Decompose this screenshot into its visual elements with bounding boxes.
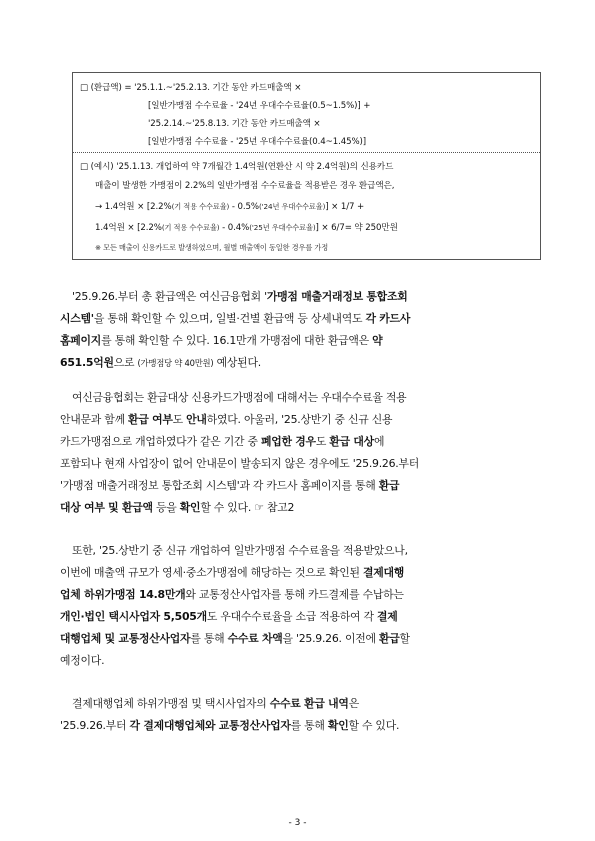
text-line bbox=[60, 608, 398, 624]
formula-line-1: □ (환급액) = '25.1.1.~'25.2.13. 기간 동안 카드매출액 × bbox=[80, 83, 302, 93]
calc1-part: → 1.4억원 × [2.2% bbox=[95, 202, 172, 212]
text-run: 이번에 매출액 규모가 영세·중소가맹점에 해당하는 것으로 확인된 bbox=[60, 566, 363, 579]
text-line: 예정이다. bbox=[60, 654, 105, 667]
text-run: 하였다. 아울러, '25.상반기 중 신규 신용 bbox=[206, 413, 393, 426]
text-line bbox=[60, 332, 382, 348]
page-number: - 3 - bbox=[288, 818, 307, 828]
calc2-note: (기 적용 수수료율) bbox=[161, 223, 220, 232]
text-run: 을 통해 확인할 수 있으며, 일별·건별 환급액 등 상세내역도 bbox=[93, 312, 366, 325]
bold-run: 약 bbox=[372, 334, 383, 347]
bold-run: 확인 bbox=[327, 719, 349, 732]
calc2-part: ] × 6/7= 약 250만원 bbox=[315, 223, 398, 233]
text-run: 결제대행업체 하위가맹점 및 택시사업자의 bbox=[72, 697, 270, 710]
bold-run: 확인 bbox=[179, 501, 201, 514]
text-run: 에 bbox=[373, 435, 385, 448]
text-run: '25.9.26.부터 bbox=[60, 719, 130, 732]
text-run: 카드가맹점으로 개업하였다가 같은 기간 중 bbox=[60, 435, 261, 448]
box-divider bbox=[73, 152, 540, 153]
text-run: 할 bbox=[399, 632, 410, 645]
bold-run: 대상 여부 및 환급액 bbox=[60, 501, 153, 514]
text-line bbox=[60, 411, 392, 427]
bold-run: 안내 bbox=[186, 413, 207, 426]
text-run: '가맹점 매출거래정보 통합조회 시스템'과 각 카드사 홈페이지를 통해 bbox=[60, 479, 379, 492]
small-run: (가맹점당 약 40만원) bbox=[137, 358, 214, 368]
text-line bbox=[72, 695, 359, 711]
bold-run: 수수료 환급 내역 bbox=[269, 697, 349, 710]
text-line bbox=[60, 630, 410, 646]
text-line bbox=[60, 433, 384, 449]
text-run: 를 통해 확인할 수 있다. 16.1만개 가맹점에 대한 환급액은 bbox=[101, 334, 373, 347]
text-line: 포함되나 현재 사업장이 없어 안내문이 발송되지 않은 경우에도 '25.9.26.부터 bbox=[60, 457, 420, 470]
bold-run: 개인·법인 택시사업자 5,505개 bbox=[60, 610, 207, 623]
text-line bbox=[60, 499, 294, 515]
assumption-note: ※ 모든 매출이 신용카드로 발생하였으며, 월별 매출액이 동일한 경우를 가정 bbox=[95, 243, 329, 252]
text-run: 을 '25.9.26. 이전에 bbox=[282, 632, 379, 645]
text-line: 여신금융협회는 환급대상 신용카드가맹점에 대해서는 우대수수료율 적용 bbox=[72, 391, 407, 404]
bold-run: 업체 하위가맹점 14.8만개 bbox=[60, 588, 186, 601]
text-line bbox=[60, 717, 399, 733]
formula-line-2: [일반가맹점 수수료율 - '24년 우대수수료율(0.5~1.5%)] + bbox=[148, 101, 371, 111]
text-line bbox=[60, 477, 399, 493]
text-run: 도 bbox=[315, 435, 330, 448]
text-line bbox=[60, 310, 410, 326]
bold-run: 대행업체 및 교통정산사업자 bbox=[60, 632, 191, 645]
text-line bbox=[60, 564, 404, 580]
calc2-part: - 0.4% bbox=[219, 223, 250, 233]
bold-run: 결제 bbox=[377, 610, 398, 623]
example-line-1: □ (예시) '25.1.13. 개업하여 약 7개월간 1.4억원(연환산 시 약 2.4억원)의 신용카드 bbox=[80, 162, 394, 172]
bold-run: 수수료 차액 bbox=[227, 632, 283, 645]
calc2-part: 1.4억원 × [2.2% bbox=[95, 223, 162, 233]
formula-line-4: [일반가맹점 수수료율 - '25년 우대수수료율(0.4~1.45%)] bbox=[148, 137, 367, 147]
text-run: 도 우대수수료율을 소급 적용하여 각 bbox=[206, 610, 377, 623]
text-line bbox=[72, 288, 408, 304]
text-line bbox=[60, 354, 261, 370]
bold-run: 폐업한 경우 bbox=[260, 435, 316, 448]
bold-run: 환급 여부 bbox=[128, 413, 173, 426]
text-run: 할 수 있다. bbox=[348, 719, 400, 732]
calc1-part: ] × 1/7 + bbox=[325, 202, 365, 212]
text-run: 를 통해 bbox=[190, 632, 228, 645]
bold-run: 각 결제대행업체와 교통정산사업자 bbox=[129, 719, 291, 732]
bold-run: 결제대행 bbox=[363, 566, 405, 579]
text-run: 할 수 있다. ☞ 참고2 bbox=[200, 501, 295, 514]
text-run: 등을 bbox=[152, 501, 180, 514]
text-run: 안내문과 함께 bbox=[60, 413, 129, 426]
text-line bbox=[60, 586, 404, 602]
text-run: 은 bbox=[348, 697, 359, 710]
text-line: 또한, '25.상반기 중 신규 개업하여 일반가맹점 수수료율을 적용받았으나, bbox=[72, 544, 408, 557]
calc-line-1 bbox=[95, 200, 364, 212]
bold-run: 각 카드사 bbox=[365, 312, 411, 325]
bold-run: 가맹점 매출거래정보 통합조회 bbox=[266, 290, 408, 303]
text-run: 도 bbox=[172, 413, 187, 426]
bold-run: 환급 bbox=[378, 479, 400, 492]
formula-line-3: '25.2.14.~'25.8.13. 기간 동안 카드매출액 × bbox=[148, 119, 321, 129]
calc2-note: ('25년 우대수수료율) bbox=[249, 223, 316, 232]
example-line-2: 매출이 발생한 가맹점이 2.2%의 일반가맹점 수수료율을 적용받은 경우 환급액은, bbox=[95, 181, 395, 191]
text-run: 를 통해 bbox=[290, 719, 328, 732]
calc-line-2 bbox=[95, 221, 398, 233]
text-run: 예상된다. bbox=[213, 356, 261, 369]
bold-run: 시스템' bbox=[60, 312, 94, 325]
bold-run: 환급 bbox=[379, 632, 400, 645]
bold-run: 651.5억원 bbox=[60, 356, 114, 369]
calc1-note: ('24년 우대수수료율) bbox=[258, 202, 326, 211]
text-run: 와 교통정산사업자를 통해 카드결제를 수납하는 bbox=[185, 588, 404, 601]
bold-run: 홈페이지 bbox=[60, 334, 102, 347]
text-run: '25.9.26.부터 총 환급액은 여신금융협회 ' bbox=[72, 290, 267, 303]
bold-run: 환급 대상 bbox=[329, 435, 374, 448]
calc1-part: - 0.5% bbox=[229, 202, 259, 212]
text-run: 으로 bbox=[113, 356, 138, 369]
refund-formula-box bbox=[72, 72, 541, 260]
calc1-note: (기 적용 수수료율) bbox=[171, 202, 230, 211]
